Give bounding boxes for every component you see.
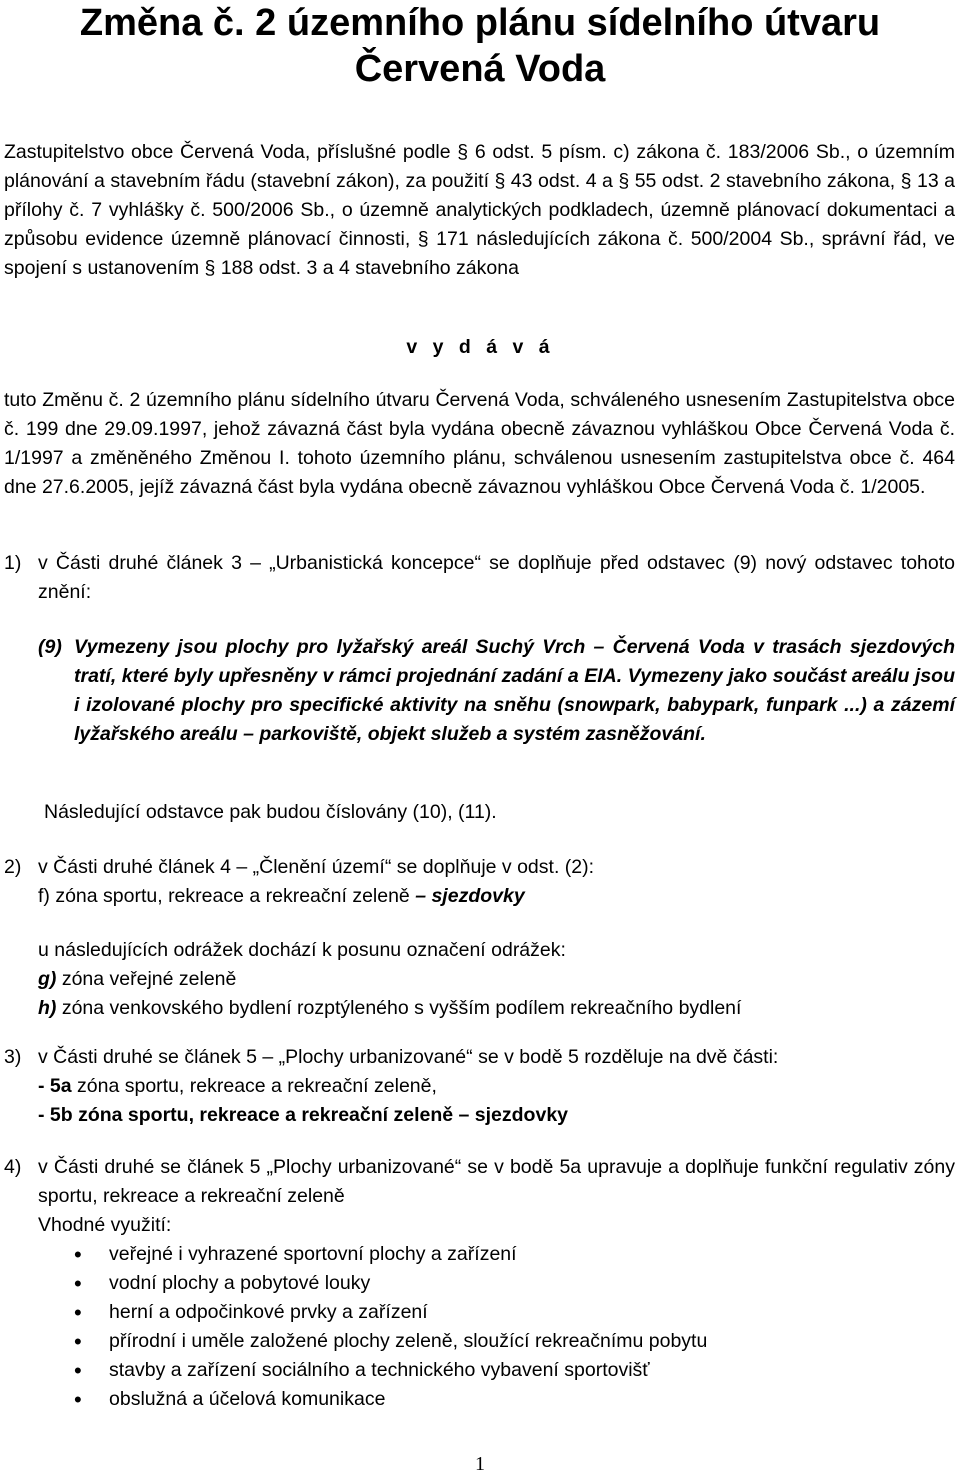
item-4 (4, 1153, 955, 1414)
line-f-sjezdovky: – sjezdovky (415, 885, 525, 907)
item-4-text: v Části druhé se článek 5 „Plochy urbanizované“ se v bodě 5a upravuje a doplňuje funkční regulativ zóny sportu, rekreace a rekreační zeleně (38, 1156, 955, 1207)
line-h (38, 994, 960, 1023)
shift-note: u následujících odrážek dochází k posunu označení odrážek: (38, 939, 566, 961)
line-g (38, 965, 960, 994)
item-2-text: v Části druhé článek 4 – „Členění území“ se doplňuje v odst. (2): (38, 856, 595, 878)
item-3-number: 3) (4, 1046, 22, 1068)
item-1-text: v Části druhé článek 3 – „Urbanistická koncepce“ se doplňuje před odstavec (9) nový odstavec tohoto znění: (38, 552, 955, 603)
line-5a-label: - 5a (38, 1075, 72, 1097)
line-5a-text: zóna sportu, rekreace a rekreační zeleně, (71, 1075, 437, 1097)
use-list-item: • stavby a zařízení sociálního a technického vybavení sportovišť (4, 1356, 955, 1385)
use-heading: Vhodné využití: (38, 1214, 172, 1236)
line-g-label: g) (38, 968, 57, 990)
item-3-text: v Části druhé se článek 5 – „Plochy urbanizované“ se v bodě 5 rozděluje na dvě části: (38, 1046, 779, 1068)
vydava-heading: v y d á v á (406, 336, 554, 358)
title-line-2: Červená Voda (354, 48, 606, 90)
use-list (4, 1240, 955, 1414)
paragraph-9-number: (9) (38, 636, 62, 658)
line-g-text: zóna veřejné zeleně (56, 968, 237, 990)
item-1-number: 1) (4, 552, 22, 574)
intro-paragraph: Zastupitelstvo obce Červená Voda, příslušné podle § 6 odst. 5 písm. c) zákona č. 183/2006 Sb., o územním plánování a stavebním řádu (stavební zákon), za použití § 43 odst. 4 a § 55 odst. 2 stavebního zákona, § 13 a přílohy č. 7 vyhlášky č. 500/2006 Sb., o územně analytických podkladech, územně plánovací dokumentaci a způsobu evidence územně plánovací činnosti, § 171 následujících zákona č. 500/2004 Sb., správní řád, ve spojení s ustanovením § 188 odst. 3 a 4 stavebního zákona (4, 141, 955, 279)
item-1-note: Následující odstavce pak budou číslovány (10), (11). (44, 801, 497, 823)
use-list-item: • přírodní i uměle založené plochy zeleně, sloužící rekreačnímu pobytu (4, 1327, 955, 1356)
item-1 (4, 549, 955, 607)
line-h-label: h) (38, 997, 57, 1019)
item-3-line-5b: - 5b zóna sportu, rekreace a rekreační zeleně – sjezdovky (38, 1104, 569, 1126)
item-2 (4, 853, 955, 911)
use-list-item: • vodní plochy a pobytové louky (4, 1269, 955, 1298)
item-2-subsection (38, 936, 960, 1023)
document-title (0, 0, 960, 92)
use-list-item: • veřejné i vyhrazené sportovní plochy a zařízení (4, 1240, 955, 1269)
page-number: 1 (475, 1453, 485, 1475)
item-3 (4, 1043, 955, 1130)
item-2-number: 2) (4, 856, 22, 878)
item-3-line-5a (4, 1072, 955, 1101)
paragraph-9-text: Vymezeny jsou plochy pro lyžařský areál Suchý Vrch – Červená Voda v trasách sjezdových tratí, které byly upřesněny v rámci projednání zadání a EIA. Vymezeny jako součást areálu jsou i izolované plochy pro specifické aktivity na sněhu (snowpark, babypark, funpark ...) a zázemí lyžařského areálu – parkoviště, objekt služeb a systém zasněžování. (74, 636, 955, 745)
item-1-paragraph-9 (38, 633, 955, 749)
item-4-number: 4) (4, 1156, 22, 1178)
use-list-item: • obslužná a účelová komunikace (4, 1385, 955, 1414)
use-list-item: • herní a odpočinkové prvky a zařízení (4, 1298, 955, 1327)
decree-paragraph: tuto Změnu č. 2 územního plánu sídelního útvaru Červená Voda, schváleného usnesením Zastupitelstva obce č. 199 dne 29.09.1997, jehož závazná část byla vydána obecně závaznou vyhláškou Obce Červená Voda č. 1/1997 a změněného Změnou I. tohoto územního plánu, schválenou usnesením zastupitelstva obce č. 464 dne 27.6.2005, jejíž závazná část byla vydána obecně závaznou vyhláškou Obce Červená Voda č. 1/2005. (4, 389, 955, 498)
line-f-text: f) zóna sportu, rekreace a rekreační zeleně (38, 885, 416, 907)
title-line-1: Změna č. 2 územního plánu sídelního útvaru (79, 2, 881, 44)
item-2-line-f (4, 882, 955, 911)
line-h-text: zóna venkovského bydlení rozptýleného s vyšším podílem rekreačního bydlení (56, 997, 742, 1019)
